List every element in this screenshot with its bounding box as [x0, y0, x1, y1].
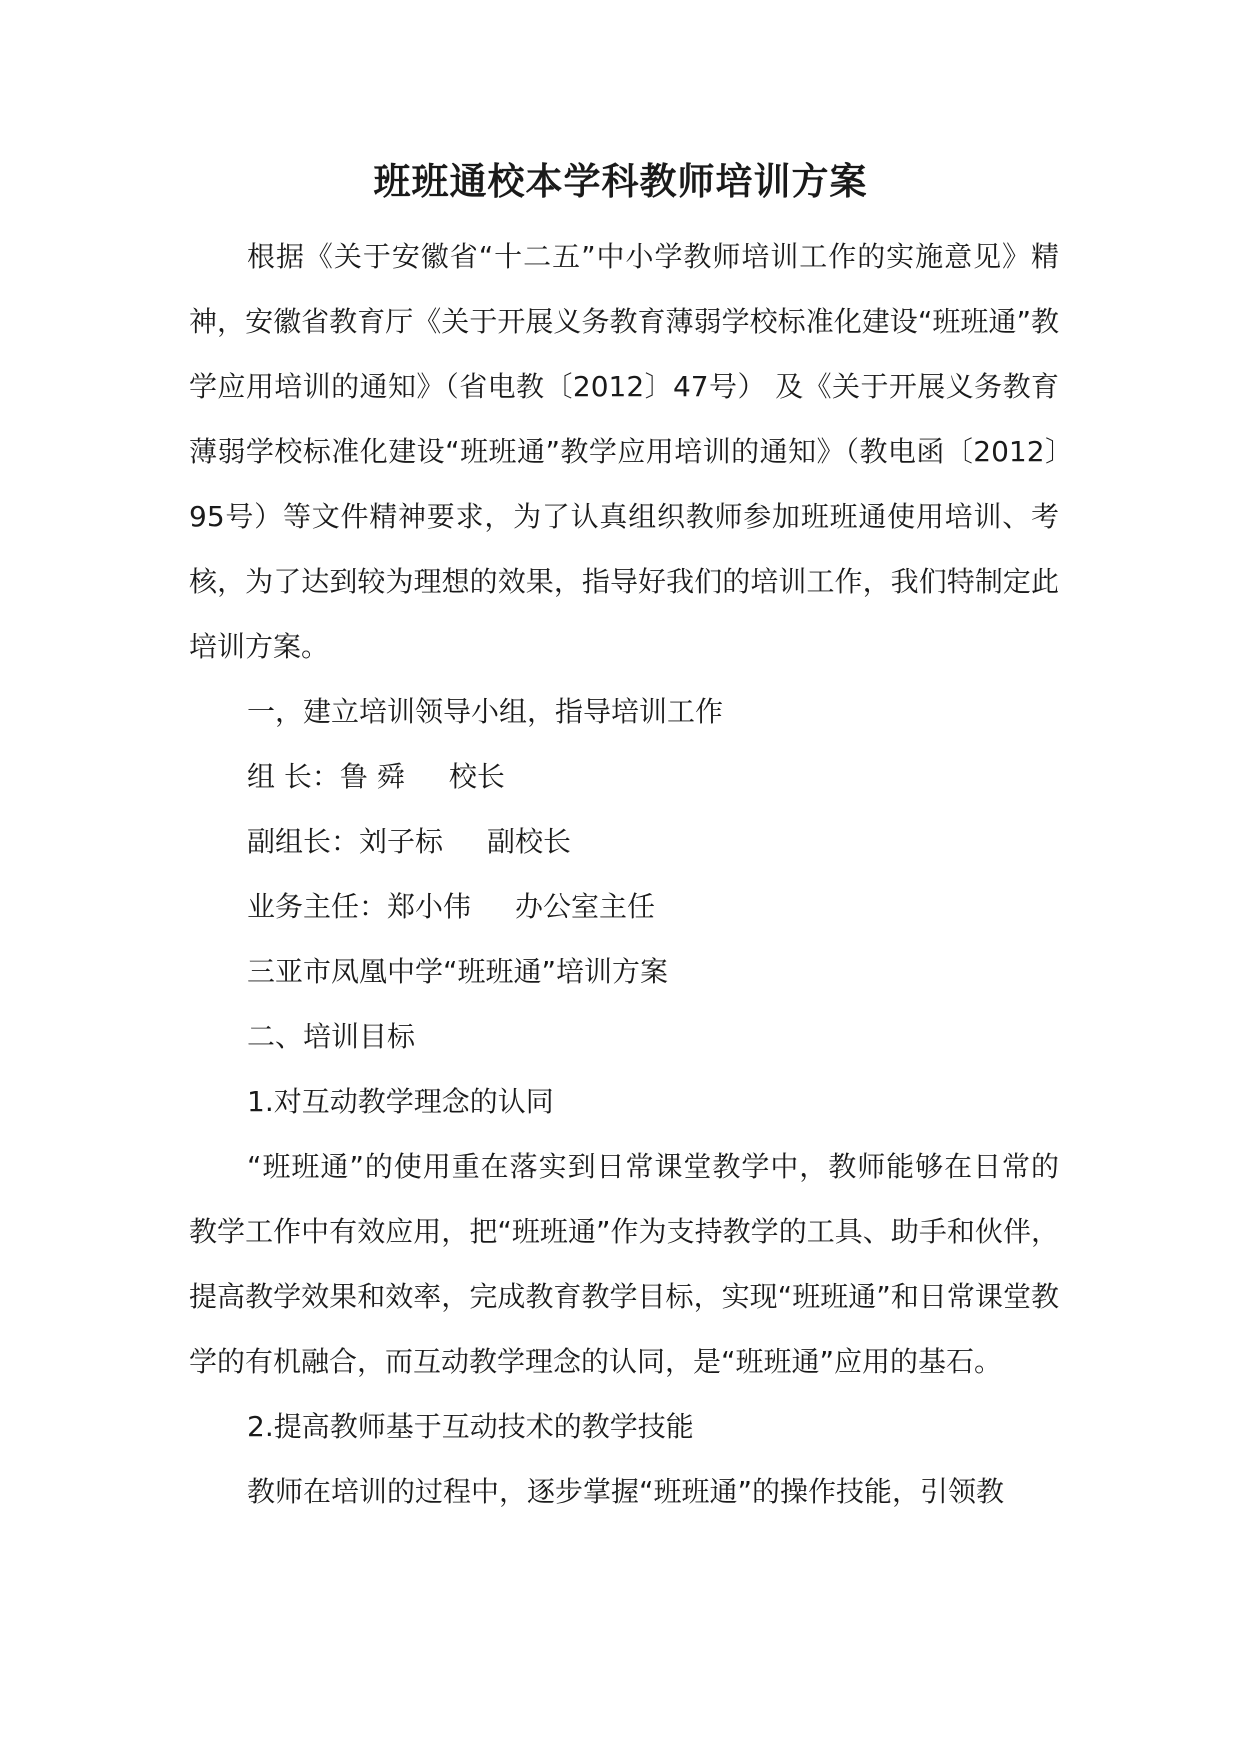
goal1-paragraph: “班班通”的使用重在落实到日常课堂教学中，教师能够在日常的教学工作中有效应用，把“班班通”作为支持教学的工具、助手和伙伴，提高教学效果和效率，完成教育教学目标，实现“班班通”和日常课堂教学的有机融合，而互动教学理念的认同，是“班班通”应用的基石。 — [189, 1150, 1059, 1378]
section1-heading: 一，建立培训领导小组，指导培训工作 — [247, 695, 724, 728]
deputy-line — [189, 809, 1059, 874]
deputy-role: 副校长 — [487, 825, 572, 858]
document-title: 班班通校本学科教师培训方案 — [373, 160, 868, 203]
leader-name: 鲁 舜 — [339, 760, 405, 793]
leader-role: 校长 — [448, 760, 505, 793]
document-body — [189, 224, 1059, 1524]
school-plan-line: 三亚市凤凰中学“班班通”培训方案 — [247, 955, 669, 988]
director-label: 业务主任： — [247, 890, 388, 923]
leader-line — [189, 744, 1059, 809]
goal2-paragraph: 教师在培训的过程中，逐步掌握“班班通”的操作技能，引领教 — [247, 1475, 1005, 1508]
deputy-name: 刘子标 — [359, 825, 444, 858]
goal1-heading: 1.对互动教学理念的认同 — [247, 1085, 554, 1118]
director-role: 办公室主任 — [515, 890, 656, 923]
director-name: 郑小伟 — [387, 890, 472, 923]
intro-paragraph: 根据《关于安徽省“十二五”中小学教师培训工作的实施意见》精神，安徽省教育厅《关于开展义务教育薄弱学校标准化建设“班班通”教学应用培训的通知》（省电教〔2012〕47号） 及《关于开展义务教育薄弱学校标准化建设“班班通”教学应用培训的通知》（教电函〔2012〕95号）等文件精神要求，为了认真组织教师参加班班通使用培训、考核，为了达到较为理想的效果，指导好我们的培训工作，我们特制定此培训方案。 — [189, 240, 1059, 663]
leader-label: 组 长： — [247, 760, 340, 793]
director-line — [189, 874, 1059, 939]
deputy-label: 副组长： — [247, 825, 360, 858]
goal2-heading: 2.提高教师基于互动技术的教学技能 — [247, 1410, 694, 1443]
section2-heading: 二、培训目标 — [247, 1020, 416, 1053]
